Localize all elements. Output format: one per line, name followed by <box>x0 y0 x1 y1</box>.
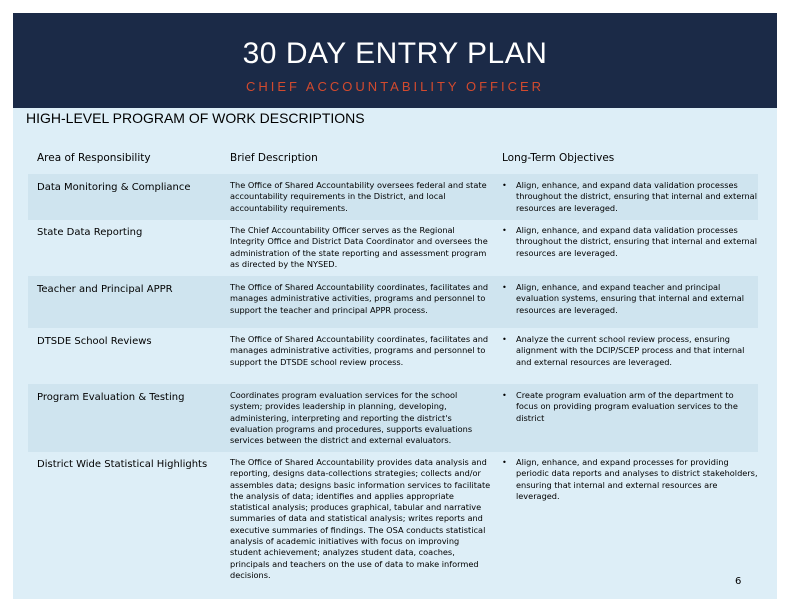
objective-cell <box>502 334 758 368</box>
page-number: 6 <box>735 576 742 587</box>
table-row <box>28 174 758 220</box>
table-header <box>28 144 758 174</box>
table-row <box>28 452 758 602</box>
area-cell: Program Evaluation & Testing <box>37 392 185 403</box>
description-cell: The Office of Shared Accountability coordinates, facilitates and manages administrative activities, programs and personnel to support the teacher and principal APPR process. <box>230 282 489 315</box>
table-row <box>28 384 758 452</box>
description-cell: The Office of Shared Accountability provides data analysis and reporting, designs data-collections strategies; collects and/or assembles data; designs basic information services to facilitate the analysis of data; identifies and applies appropriate statistical analysis; produces graphical, tabular and narrative summaries of data and statistical analysis; writes reports and executive summaries of findings. The OSA conducts statistical analysis of academic initiatives with focus on improving student achievement; analyzes student data, coaches, principals and teachers on the use of data to make informed decisions. <box>230 457 491 580</box>
description-cell: Coordinates program evaluation services for the school system; provides leadership in planning, developing, administering, interpreting and reporting the district's evaluation programs and procedures, supports evaluations services between the district and external evaluators. <box>230 390 473 446</box>
objective-text: Analyze the current school review process, ensuring alignment with the DCIP/SCEP process and that internal and external resources are leveraged. <box>516 334 745 367</box>
area-cell: Data Monitoring & Compliance <box>37 182 191 193</box>
description-cell: The Chief Accountability Officer serves as the Regional Integrity Office and District Data Coordinator and oversees the administration of the state reporting and assessment program as directed by the NYSED. <box>230 225 488 269</box>
area-cell: District Wide Statistical Highlights <box>37 459 208 470</box>
program-table <box>28 144 758 602</box>
column-header-area: Area of Responsibility <box>37 152 151 164</box>
objective-text: Create program evaluation arm of the department to focus on providing program evaluation services to the district <box>516 390 738 423</box>
area-cell: Teacher and Principal APPR <box>37 284 173 295</box>
bullet-icon: • <box>502 457 507 467</box>
objective-cell <box>502 457 758 502</box>
objective-cell <box>502 390 758 424</box>
bullet-icon: • <box>502 282 507 292</box>
description-cell: The Office of Shared Accountability oversees federal and state accountability requirements in the District, and local accountability requirements. <box>230 180 487 213</box>
objective-text: Align, enhance, and expand data validation processes throughout the district, ensuring that internal and external resources are leveraged. <box>516 180 757 213</box>
objective-text: Align, enhance, and expand processes for providing periodic data reports and analyses to district stakeholders, ensuring that internal and external resources are leveraged. <box>516 457 758 501</box>
objective-text: Align, enhance, and expand data validation processes throughout the district, ensuring that internal and external resources are leveraged. <box>516 225 757 258</box>
objective-cell <box>502 225 758 259</box>
bullet-icon: • <box>502 180 507 190</box>
objective-cell <box>502 180 758 214</box>
bullet-icon: • <box>502 390 507 400</box>
page-title: 30 DAY ENTRY PLAN <box>242 37 548 70</box>
page-subtitle: CHIEF ACCOUNTABILITY OFFICER <box>245 79 545 94</box>
bullet-icon: • <box>502 334 507 344</box>
column-header-description: Brief Description <box>230 152 318 164</box>
table-row <box>28 276 758 328</box>
description-cell: The Office of Shared Accountability coordinates, facilitates and manages administrative activities, programs and personnel to support the DTSDE school review process. <box>230 334 489 367</box>
table-row <box>28 328 758 384</box>
column-header-objectives: Long-Term Objectives <box>502 152 615 164</box>
objective-text: Align, enhance, and expand teacher and principal evaluation systems, ensuring that internal and external resources are leveraged. <box>516 282 744 315</box>
bullet-icon: • <box>502 225 507 235</box>
objective-cell <box>502 282 758 316</box>
section-heading: HIGH-LEVEL PROGRAM OF WORK DESCRIPTIONS <box>26 110 365 126</box>
title-banner <box>13 13 777 108</box>
area-cell: State Data Reporting <box>37 227 143 238</box>
table-row <box>28 220 758 276</box>
area-cell: DTSDE School Reviews <box>37 336 152 347</box>
